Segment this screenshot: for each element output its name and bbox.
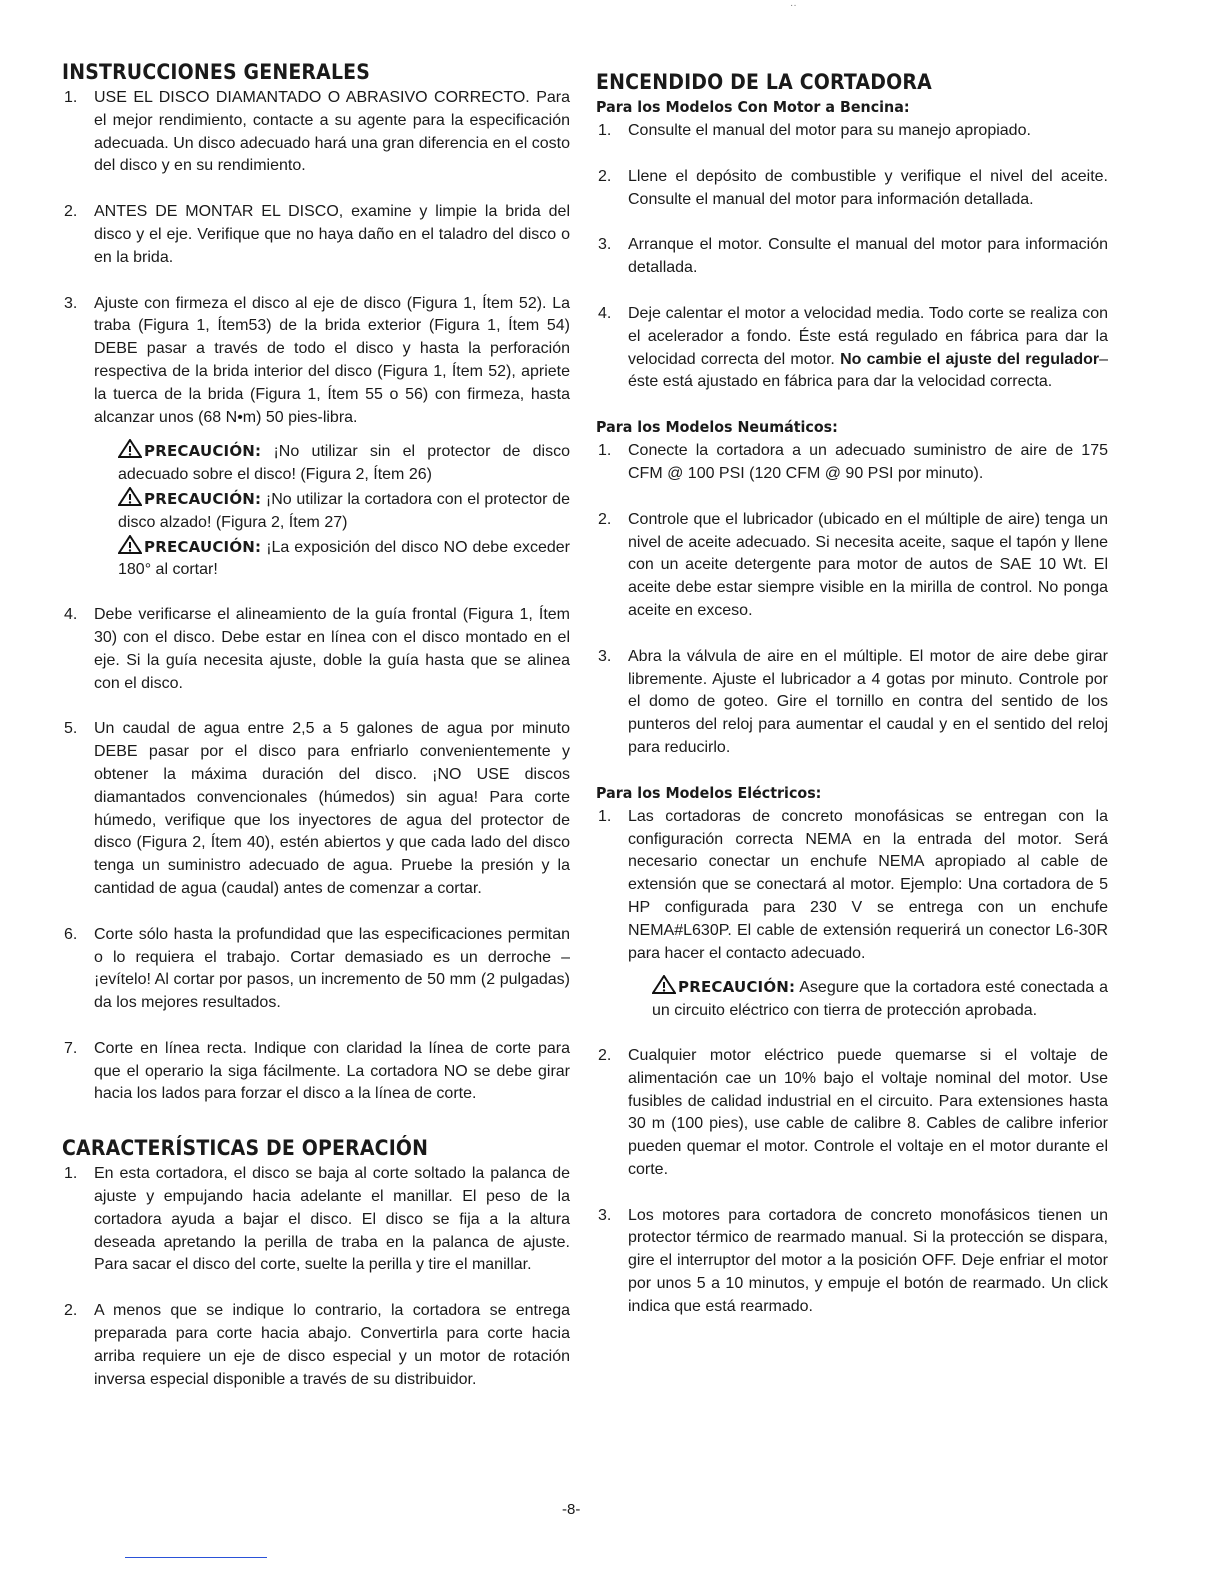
electric-list bbox=[592, 806, 1108, 1319]
list-item: 4. Debe verificarse el alineamiento de la guía frontal (Figura 1, Ítem 30) con el disco. Debe estar en línea con el disco montado en el eje. Si la guía necesita ajuste, doble la guía hasta que se alinea con el disco. bbox=[64, 606, 570, 692]
page-number: -8- bbox=[562, 1501, 581, 1518]
list-item: 2. Cualquier motor eléctrico puede quemarse si el voltaje de alimentación cae un 10% bajo el voltaje nominal del motor. Use fusibles de calidad industrial en el circuito. Para extensiones hasta 30 m (100 pies), use cable de calibre 8. Cables de calibre inferior pueden quemar el motor. Controle el voltaje en el motor durante el corte. bbox=[598, 1046, 1108, 1178]
list-item: 2. Controle que el lubricador (ubicado en el múltiple de aire) tenga un nivel de aceite adecuado. Si necesita aceite, saque el tapón y llene con un aceite detergente para motor de autos de SAE 10 Wt. El aceite debe estar siempre visible en la mirilla de control. No ponga aceite en exceso. bbox=[598, 510, 1108, 619]
list-item: 3. Abra la válvula de aire en el múltiple. El motor de aire debe girar libremente. Ajuste el lubricador a 4 gotas por minuto. Controle por el domo de goteo. Gire el tornillo en contra del sentido de los punteros del reloj para aumentar el caudal y en el sentido del reloj para reducirlo. bbox=[598, 647, 1108, 756]
gasoline-list bbox=[592, 120, 1108, 394]
list-item: 6. Corte sólo hasta la profundidad que las especificaciones permitan o lo requiera el trabajo. Cortar demasiado es un derroche –¡evítelo! Al cortar por pasos, un incremento de 50 mm (2 pulgadas) da los mejores resultados. bbox=[64, 925, 570, 1012]
starting-saw-title: ENCENDIDO DE LA CORTADORA bbox=[596, 70, 932, 94]
list-item: 1. USE EL DISCO DIAMANTADO O ABRASIVO CORRECTO. Para el mejor rendimiento, contacte a su agente para la especificación adecuada. Un disco adecuado hará una gran diferencia en el costo del disco y en su rendimiento. bbox=[64, 89, 570, 175]
list-item: 3. Ajuste con firmeza el disco al eje de disco (Figura 1, Ítem 52). La traba (Figura 1, Ítem53) de la brida exterior (Figura 1, Ítem 54) DEBE pasar a través de todo el disco y hasta la perforación respectiva de la brida interior del disco (Figura 1, Ítem 52), apriete la tuerca de la brida (Figura 1, Ítem 55 o 56) con firmeza, hasta alcanzar unos (68 N•m) 50 pies-libra. PRECAUCIÓN: ¡No utilizar sin el protector de disco adecuado sobre el disco! (Figura 2, Ítem 26) PRECAUCIÓN: ¡No utilizar la cortadora con el protector de disco alzado! (Figura 2, Ítem 27) PRECAUCIÓN: ¡La exposición del disco NO debe exceder 180° al cortar! bbox=[58, 293, 570, 583]
list-item: 3. Los motores para cortadora de concreto monofásicos tienen un protector térmico de rearmado manual. Si la protección se dispara, gire el interruptor del motor a la posición OFF. Deje enfriar el motor por unos 5 a 10 minutos, y empuje el botón de rearmado. Un click indica que está rearmado. bbox=[598, 1206, 1108, 1315]
list-item: 5. Un caudal de agua entre 2,5 a 5 galones de agua por minuto DEBE pasar por el disco para enfriarlo convenientemente y obtener la máxima duración del disco. ¡NO USE discos diamantados convencionales (húmedos) sin agua! Para corte húmedo, verifique que los inyectores de agua del protector de disco (Figura 2, Ítem 40), estén abiertos y que cada lado del disco tenga un suministro adecuado de agua. Pruebe la presión y la cantidad de agua (caudal) antes de comenzar a cortar. bbox=[64, 720, 570, 897]
left-column bbox=[58, 60, 570, 1391]
right-column bbox=[592, 70, 1108, 1319]
warning-icon bbox=[118, 439, 142, 458]
caution-block: PRECAUCIÓN: Asegure que la cortadora esté conectada a un circuito eléctrico con tierra de protección aprobada. bbox=[652, 975, 1108, 1023]
list-item: 1. En esta cortadora, el disco se baja al corte soltado la palanca de ajuste y empujando hacia adelante el manillar. El peso de la cortadora ayuda a bajar el disco. El disco se fija a la altura deseada apretando la perilla de traba en la palanca de ajuste. Para sacar el disco del corte, suelte la perilla y tire el manillar. bbox=[64, 1165, 570, 1274]
list-item: 1. Conecte la cortadora a un adecuado suministro de aire de 175 CFM @ 100 PSI (120 CFM @ 90 PSI por minuto). bbox=[598, 442, 1108, 482]
operation-list bbox=[58, 1163, 570, 1391]
list-item: 1. Consulte el manual del motor para su manejo apropiado. bbox=[598, 122, 1031, 139]
electric-models-subtitle: Para los Modelos Eléctricos: bbox=[596, 783, 822, 802]
list-item: 2. Llene el depósito de combustible y verifique el nivel del aceite. Consulte el manual del motor para información detallada. bbox=[598, 167, 1108, 208]
warning-icon bbox=[652, 975, 676, 994]
list-item: 3. Arranque el motor. Consulte el manual del motor para información detallada. bbox=[598, 236, 1108, 277]
list-item: 7. Corte en línea recta. Indique con claridad la línea de corte para que el operario la siga fácilmente. La cortadora NO se debe girar hacia los lados para forzar el disco a la línea de corte. bbox=[64, 1039, 570, 1103]
general-instructions-title: INSTRUCCIONES GENERALES bbox=[62, 60, 371, 84]
caution-block: PRECAUCIÓN: ¡No utilizar sin el protector de disco adecuado sobre el disco! (Figura 2, Ítem 26) PRECAUCIÓN: ¡No utilizar la cortadora con el protector de disco alzado! (Figura 2, Ítem 27) PRECAUCIÓN: ¡La exposición del disco NO debe exceder 180° al cortar! bbox=[118, 439, 570, 582]
list-item: 2. ANTES DE MONTAR EL DISCO, examine y limpie la brida del disco y el eje. Verifique que no haya daño en el taladro del disco o en la brida. bbox=[64, 203, 570, 266]
operation-characteristics-title: CARACTERÍSTICAS DE OPERACIÓN bbox=[62, 1136, 429, 1161]
list-item: 1. Las cortadoras de concreto monofásicas se entregan con la configuración correcta NEMA en la entrada del motor. Será necesario conectar un enchufe NEMA apropiado al cable de extensión que se conectará al motor. Ejemplo: Una cortadora de 5 HP configurada para 230 V se entrega con un enchufe NEMA#L630P. El cable de extensión requerirá un conector L6-30R para hacer el contacto adecuado. PRECAUCIÓN: Asegure que la cortadora esté conectada a un circuito eléctrico con tierra de protección aprobada. bbox=[592, 806, 1108, 1023]
scan-edge-line bbox=[125, 1557, 267, 1558]
gasoline-models-subtitle: Para los Modelos Con Motor a Bencina: bbox=[596, 98, 910, 116]
pneumatic-models-subtitle: Para los Modelos Neumáticos: bbox=[596, 418, 838, 437]
list-item: 4. Deje calentar el motor a velocidad media. Todo corte se realiza con el acelerador a fondo. Éste está regulado en fábrica para dar la velocidad correcta del motor. No cambie el ajuste del regulador–éste está ajustado en fábrica para dar la velocidad correcta. bbox=[598, 304, 1108, 391]
list-item: 2. A menos que se indique lo contrario, la cortadora se entrega preparada para corte hacia abajo. Convertirla para corte hacia arriba requiere un eje de disco especial y un motor de rotación inversa especial disponible a través de su distribuidor. bbox=[64, 1302, 570, 1388]
general-instructions-list bbox=[58, 87, 570, 1106]
pneumatic-list bbox=[592, 440, 1108, 760]
warning-icon bbox=[118, 487, 142, 506]
scan-mark: ·· bbox=[790, 0, 797, 11]
warning-icon bbox=[118, 535, 142, 554]
